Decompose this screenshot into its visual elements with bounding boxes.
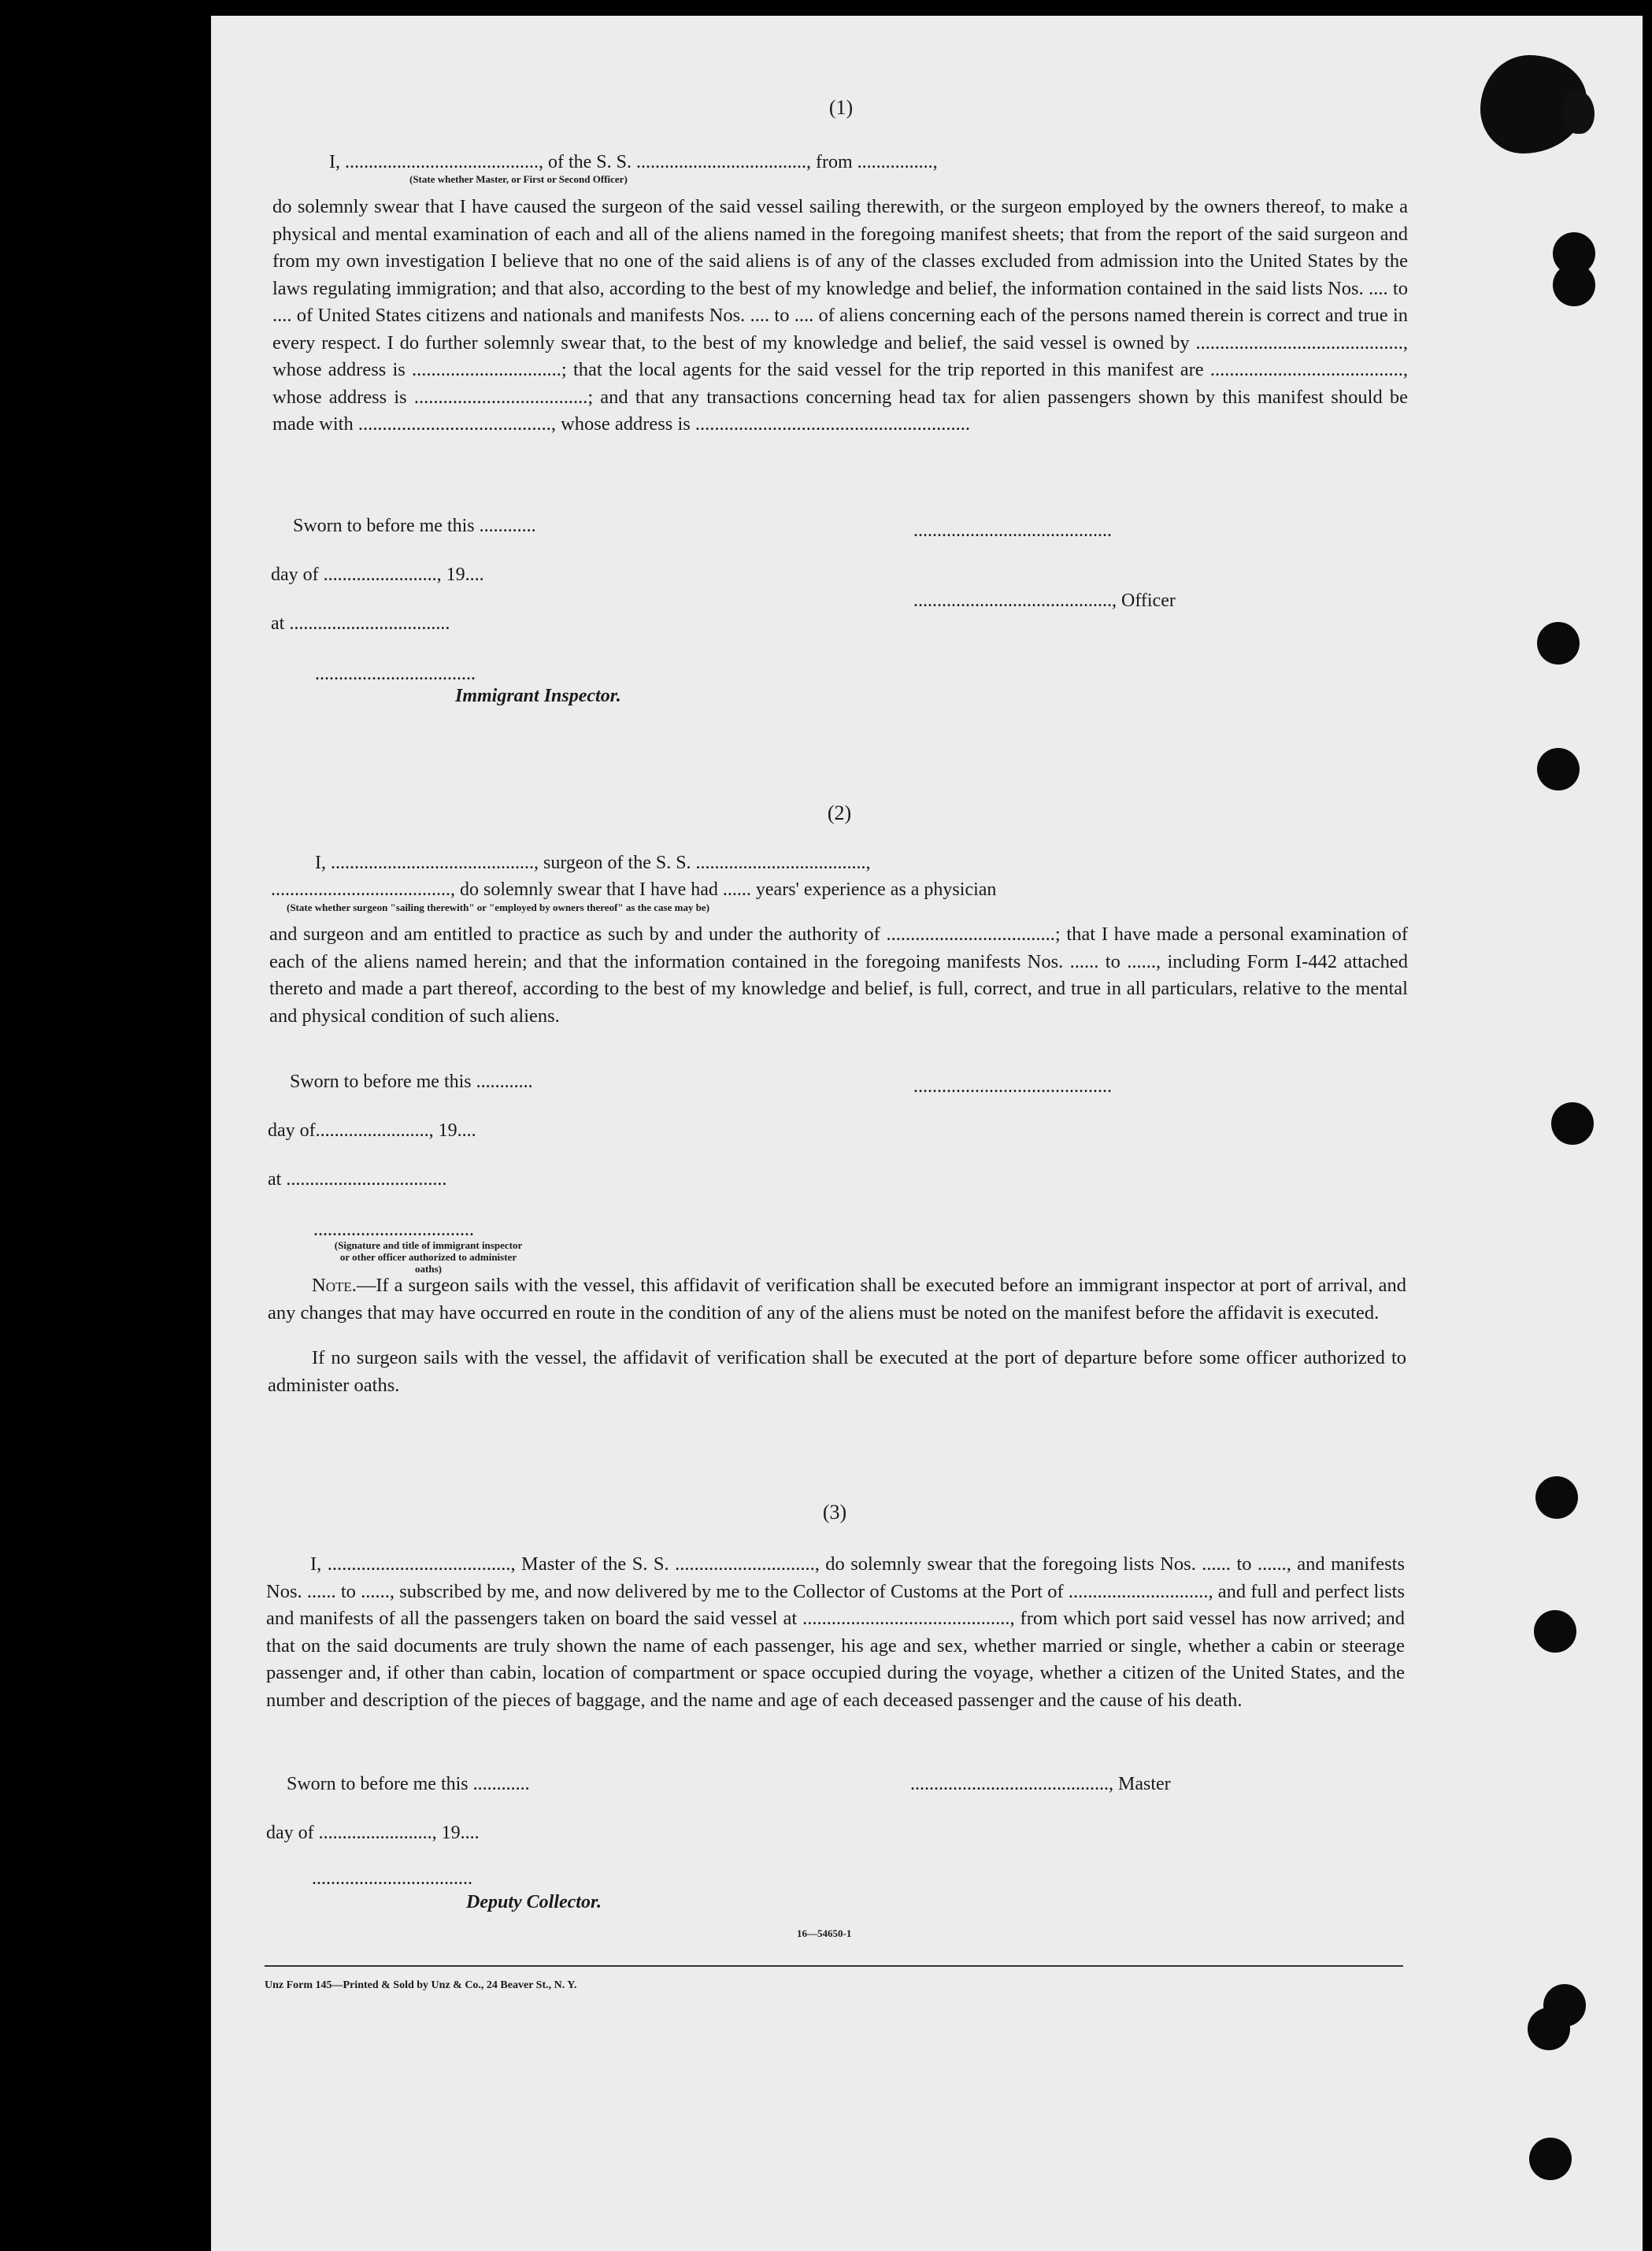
printer-imprint: Unz Form 145—Printed & Sold by Unz & Co., 24 Beaver St., N. Y. [265, 1979, 577, 1991]
signature-line: .......................................... [913, 1076, 1112, 1097]
section-number: (1) [828, 96, 854, 119]
oath-line: I, ........................................., of the S. S. ...................................., from ................, [329, 152, 938, 172]
master-line: .........................................., Master [910, 1774, 1171, 1794]
note-paragraph: If no surgeon sails with the vessel, the affidavit of verification shall be executed at the port of departure before some officer authorized to administer oaths. [268, 1347, 1406, 1396]
binder-hole [1528, 2008, 1570, 2050]
day-line: day of........................, 19.... [268, 1120, 476, 1141]
note-label: Note. [312, 1275, 357, 1296]
day-line: day of ........................, 19.... [266, 1823, 480, 1843]
oath-line: I, ..........................................., surgeon of the S. S. ...................................., [315, 853, 871, 873]
binder-hole [1529, 2138, 1572, 2180]
field-note: (State whether surgeon "sailing therewith" or "employed by owners thereof" as the case may be) [287, 902, 710, 913]
sworn-line: Sworn to before me this ............ [290, 1072, 533, 1092]
sworn-line: Sworn to before me this ............ [293, 516, 536, 536]
binder-hole [1534, 1610, 1576, 1653]
at-line: at .................................. [271, 613, 450, 634]
at-line: at .................................. [268, 1169, 447, 1190]
oath-body: I, ......................................, Master of the S. S. ............................., do solemnly swear that the foregoing lists Nos. ...... to ......, and manifests Nos. ...... to ......, subscribed by me, and now delivered by me to the Collector of Customs at the Port of ............................., and full and perfect lists and manifests of all the passengers taken on board the said vessel at ..........................................., from which port said vessel has now arrived; and that on the said documents are truly shown the name of each passenger, his age and sex, whether married or single, whether a cabin or steerage passenger and, if other than cabin, location of compartment or space occupied during the voyage, whether a citizen of the United States, and the number and description of the pieces of baggage, and the name and age of each deceased passenger and the cause of his death. [266, 1553, 1405, 1711]
sworn-line: Sworn to before me this ............ [287, 1774, 530, 1794]
signature-title: Deputy Collector. [466, 1892, 602, 1912]
note-text: —If a surgeon sails with the vessel, this affidavit of verification shall be executed before an immigrant inspector at port of arrival, and any changes that may have occurred en route in the condition of any of the aliens must be noted on the manifest before the affidavit is executed. [268, 1275, 1406, 1324]
collector-signature-line: .................................. [312, 1868, 472, 1889]
binder-hole [1537, 748, 1580, 790]
day-line: day of ........................, 19.... [271, 565, 484, 585]
oath-body: and surgeon and am entitled to practice as such by and under the authority of ...................................; that I have made a personal examination of each of the aliens named herein; and that the information contained in the foregoing manifests Nos. ...... to ......, including Form I-442 attached thereto and made a part thereof, according to the best of my knowledge and belief, is full, correct, and true in all particulars, relative to the mental and physical condition of such aliens. [269, 924, 1408, 1027]
signature-title: Immigrant Inspector. [455, 686, 621, 706]
binder-hole [1535, 1476, 1578, 1519]
binder-hole [1537, 622, 1580, 665]
divider [265, 1965, 1403, 1967]
oath-line: ......................................, do solemnly swear that I have had ...... years' experience as a physician [271, 879, 997, 900]
inspector-signature-line: .................................. [315, 664, 476, 684]
form-number: 16—54650-1 [797, 1927, 852, 1939]
signature-title: (Signature and title of immigrant inspector or other officer authorized to administer oaths) [334, 1239, 523, 1275]
section-number: (3) [822, 1501, 847, 1523]
signature-line: .......................................... [913, 520, 1112, 541]
note-paragraph [268, 1272, 1406, 1327]
section-number: (2) [827, 802, 852, 824]
field-note: (State whether Master, or First or Second Officer) [409, 173, 628, 185]
officer-line: .........................................., Officer [913, 591, 1176, 611]
inspector-signature-line: .................................. [313, 1220, 474, 1240]
oath-body: do solemnly swear that I have caused the surgeon of the said vessel sailing therewith, or the surgeon employed by the owners thereof, to make a physical and mental examination of each and all of the aliens named in the foregoing manifest sheets; that from the report of the said surgeon and from my own investigation I believe that no one of the said aliens is of any of the classes excluded from admission into the United States by the laws regulating immigration; and that also, according to the best of my knowledge and belief, the information contained in the said lists Nos. .... to .... of United States citizens and nationals and manifests Nos. .... to .... of aliens concerning each of the persons named therein is correct and true in every respect. I do further solemnly swear that, to the best of my knowledge and belief, the said vessel is owned by ..........................................., whose address is ...............................; that the local agents for the said vessel for the trip reported in this manifest are ........................................, whose address is ....................................; and that any transactions concerning head tax for alien passengers shown by this manifest should be made with ........................................, whose address is ......................................................... [272, 196, 1408, 435]
binder-hole [1553, 264, 1595, 306]
binder-hole [1551, 1102, 1594, 1145]
